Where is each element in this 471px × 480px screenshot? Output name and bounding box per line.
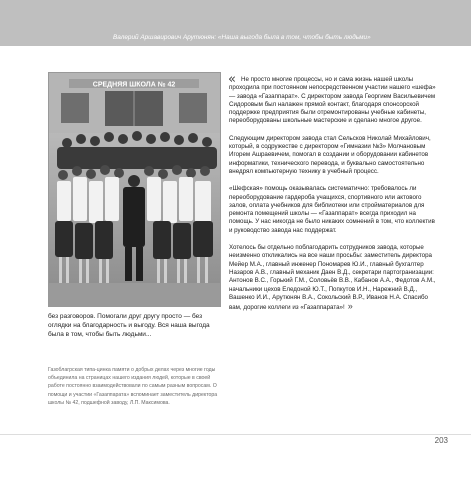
- quote-open-mark: «: [228, 72, 236, 87]
- school-group-photo: [48, 72, 221, 307]
- right-paragraph-1: Не просто многие процессы, но и сама жизнь нашей школы проходила при постоянном непосредственном участии нашего «шефа» — завода «Газаппарат». С директором завода Георгием Васильевичем Сидоровым был налажен прямой контакт, благодаря спонсорской поддержке предприятия были отремонтированы учебные кабинеты, переоборудованы школьные мастерские и сделано многое другое.: [229, 76, 436, 125]
- quote-close-mark: »: [347, 301, 353, 312]
- right-paragraph-4: [229, 244, 439, 312]
- right-paragraph-2: Следующим директором завода стал Сельсков Николай Михайлович, который, в содружестве с директором «Гимназии №3» Молчановым Игорем Ашраевичем, помогал в создании и оборудовании кабинетов информатики, технического перевода, и буквально самостоятельно внедрял компьютерную технику в учебный процесс.: [229, 134, 431, 175]
- footer-divider: [0, 434, 471, 435]
- right-paragraph-4-text: Хотелось бы отдельно поблагодарить сотрудников завода, которые неизменно откликались на все наши просьбы: заместитель директора Мейер М.А., главный инженер Пономарев Ю.И., главный бухгалтер Назаров А.В., главный механик Даен В.Д., секретари партогранизации: Антонов В.С., Горький Г.М., Соловьёв В.В., Кабанов А.А., Федотов А.М., начальники цехов Еледоной Ю.Т., Попкутов И.Н., Нарежний В.Д., Вашенко И.И., Арутюнян В.А., Сокольский В.Р., Иванов Н.А. Спасибо вам, дорогие коллеги из «Газаппарата»!: [229, 244, 436, 312]
- school-sign: СРЕДНЯЯ ШКОЛА № 42: [92, 81, 176, 89]
- left-paragraph-text: без разговоров. Помогали друг другу просто — без оглядки на благодарность и выгоду. Вся наша выгода была в том, чтобы быть людьми...: [48, 313, 210, 338]
- right-paragraph-3: «Шефская» помощь оказывалась систематично: требовалось ли переоборудование гардероба учащихся, спортивного или актового залов, оплата учебников для библиотеки или стройматериалов для ремонта помещений школы — «Газаппарат» всегда приходил на помощь. У нас никогда не было никаких сомнений в том, что коллектив и руководство завода нас поддержат.: [229, 185, 435, 234]
- right-column: [228, 72, 439, 321]
- page-number: 203: [434, 436, 448, 445]
- photo-illustration: [49, 73, 220, 306]
- left-paragraph: [48, 312, 220, 339]
- page-header: [0, 0, 471, 46]
- photo-caption: Газоблагрская типа-цинка памяти о добрых делах через многие годы объединила на страницах нашего издания людей, которые в своей работе постоянно взаимодействовали по самым разным вопросам. О помощи и участии «Газаппарата» вспоминает заместитель директора школы № 42, подшефной заводу, Л.П. Максимова.: [48, 367, 218, 406]
- running-title: Валерий Аршавирович Арутюнян: «Наша выгода была в том, чтобы быть людьми»: [113, 34, 371, 41]
